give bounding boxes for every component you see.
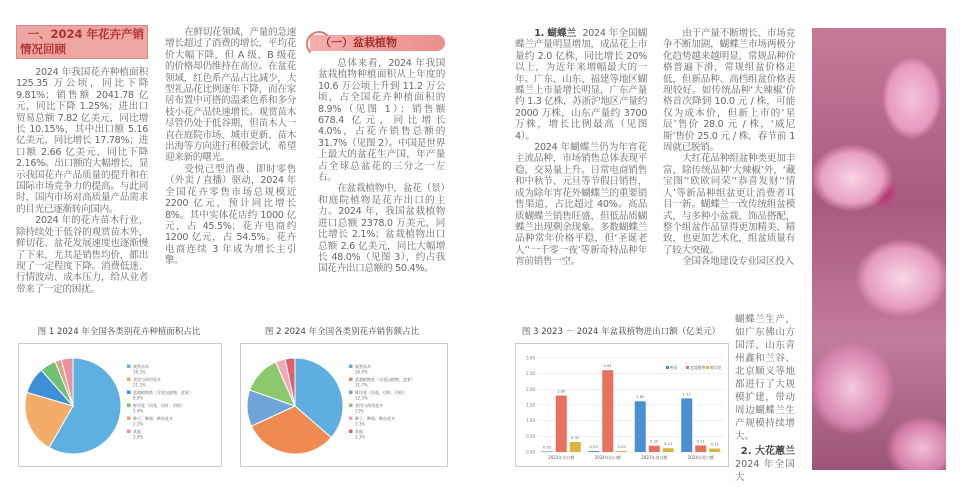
paragraph: 在盆栽植物中，盆花（景）和庭院植物是花卉出口的主力。2024 年，我国盆栽植物进口总额 2378.0 万美元，同比增长 2.1%；盆栽植物出口总额 2.6 亿美元，同比大幅增长 48.0%（见图 3），约占我国花卉出口总额的 50.4%。	[318, 183, 445, 275]
y-tick-label: 0.50	[526, 433, 535, 439]
figure-2-pie-chart	[240, 343, 448, 467]
legend-swatch	[349, 378, 353, 382]
legend-label: 观赏苗木	[133, 364, 149, 369]
legend-swatch	[349, 365, 353, 369]
bar	[635, 401, 646, 452]
bar-value-label: 0.03	[589, 444, 598, 450]
right-column-2-narrow	[735, 313, 795, 484]
legend-label: 食用与药用花卉	[133, 377, 161, 382]
bar-value-label: 0.11	[710, 441, 719, 447]
left-column-1	[16, 25, 148, 295]
bar	[556, 396, 567, 452]
legend-swatch	[706, 366, 709, 369]
legend-value: 58.3%	[133, 369, 146, 375]
paragraph: 2024 年全国大	[735, 459, 795, 483]
orchid-photo	[812, 28, 946, 470]
subsection-heading: （一）盆栽植物	[310, 35, 445, 51]
bar	[602, 370, 613, 452]
bar-value-label: 0.20	[650, 438, 659, 444]
bar-chart-svg	[516, 344, 728, 466]
bar-value-label: 0.21	[696, 438, 705, 444]
figure-3-bar-chart	[515, 343, 729, 467]
x-tick-label: 2024年进口额	[687, 455, 714, 460]
legend-label: 其他	[355, 429, 363, 434]
legend-swatch	[349, 391, 353, 395]
legend-swatch	[127, 404, 131, 408]
paragraph: 在鲜切花领域，产量的急速增长超过了消费的增长，平均花价大幅下降，但 A 级、B 级花的价格却仍维持在高位。在盆花领域，红色系产品占比减少，大型礼品花比例逐年下降，而在家居布置中可搭的温柔色系和多分枝小花产品快速增长。观赏苗木尽管仍处于低谷期，但苗木人一直在庭院市场、城市更新、苗木出海等方向进行积极尝试，希望迎来新的曙光。	[165, 27, 296, 164]
legend-value: 3.9%	[133, 434, 144, 440]
legend-swatch	[349, 430, 353, 434]
legend-label: 食用与药用花卉	[355, 403, 383, 408]
right-column-1	[515, 28, 647, 268]
paragraph-text: 2024 年全国蝴蝶兰产量明显增加，成品花上市量约 2.0 亿株，同比增长 20% 以上，为近年来增幅最大的一年。广东、山东、福建等地区蝴蝶兰上市量增长明显，广东产量约 1.3 亿株，苏浙沪地区产量约 2000 万株，山东产量约 3700 万株，增长比例最高（见图 4）。	[515, 28, 647, 142]
figure-2-title: 图 2 2024 年全国各类别花卉销售额占比	[264, 327, 420, 337]
bar	[570, 442, 581, 452]
y-tick-label: 2.50	[526, 371, 535, 377]
bar	[588, 451, 599, 452]
bar	[695, 445, 706, 452]
legend-label: 种子、种球、种苗花卉	[355, 416, 395, 421]
heading-line: 情况回顾	[20, 42, 66, 56]
paragraph: 2024 年蝴蝶兰仍为年宵花主流品种，市场销售总体表现平稳，交易量上升。日常电商销售和中秋节、元旦等节假日销售，成为除年宵花外蝴蝶兰的重要销售渠道，占比超过 40%。高品质蝴蝶兰销售旺盛，但低品质蝴蝶兰出现剩余现象。多数蝴蝶兰品种常年价格平稳，但‘圣诞老人’‘一千零一夜’等新奇特品种年宵前销售一空。	[515, 142, 647, 268]
x-tick-label: 2023年出口额	[548, 455, 575, 460]
bar-value-label: 0.03	[617, 444, 626, 450]
legend-label: 种苗	[670, 365, 678, 370]
y-tick-label: 1.50	[526, 402, 535, 408]
legend-value: 8.9%	[133, 395, 144, 401]
legend-label: 盆栽植物类（含花坛植物、盆景）	[355, 377, 415, 382]
paragraph	[515, 28, 647, 142]
legend-value: 2.2%	[133, 421, 144, 427]
pie-chart-svg	[19, 344, 221, 466]
legend-swatch	[666, 366, 669, 369]
heading-line: 一、2024 年花卉产销	[27, 27, 144, 41]
bar	[681, 398, 692, 452]
y-tick-label: 0.00	[526, 449, 535, 455]
legend-value: 36.4%	[355, 369, 368, 375]
legend-label: 盆栽植物	[690, 365, 706, 370]
bar-value-label: 0.12	[664, 441, 673, 447]
figure-3-title: 图 3 2023 － 2024 年盆栽植物进出口额（亿美元）	[521, 327, 721, 337]
y-tick-label: 2.00	[526, 386, 535, 392]
legend-value: 5.4%	[133, 408, 144, 414]
bar	[709, 449, 720, 452]
legend-value: 13%	[355, 408, 364, 414]
bar-value-label: 1.80	[557, 388, 566, 394]
legend-value: 12.3%	[355, 395, 368, 401]
legend-label: 其他	[133, 429, 141, 434]
bar	[616, 451, 627, 452]
left-column-3	[318, 27, 445, 275]
bar	[663, 448, 674, 452]
subsection-title: 1. 蝴蝶兰	[534, 28, 577, 39]
legend-label: 鲜切花（切花、切叶、切枝）	[355, 390, 407, 395]
legend-swatch	[127, 378, 131, 382]
paragraph: 大红花品种组盆种类更加丰富，除传统品种‘大辣椒’外，‘藏宝图’‘欧欧同荣’‘恭喜发财’‘情人’等新品种组盆更让消费者耳目一新。蝴蝶兰一改传统组盆模式，与多种小盆栽、饰品搭配，整个组盆作品显得更加精美、精致，也更加艺术化，组盆质量有了较大突破。	[663, 153, 795, 256]
legend-swatch	[127, 430, 131, 434]
y-tick-label: 1.00	[526, 418, 535, 424]
legend-label: 鲜切花	[710, 365, 722, 370]
bar-value-label: 0.02	[543, 444, 552, 450]
x-tick-label: 2023年进口额	[641, 455, 668, 460]
paragraph: 总体来看，2024 年我国盆栽植物种植面积从上年度的 10.6 万公顷上升到 11.2 万公顷，占全国花卉种植面积的 8.9%（见图 1）；销售额 678.4 亿元，同比增长 4.0%，占花卉销售总额的 31.7%（见图 2）。中国是世界上最大的盆花生产国，年产量占全球总盆花的三分之一左右。	[318, 58, 445, 184]
legend-value: 31.7%	[355, 382, 368, 388]
legend-swatch	[349, 404, 353, 408]
paragraph: 全国各地建设专业园区投入	[682, 256, 794, 268]
paragraph: 2024 年的花卉苗木行业，除持续处于低谷的观赏苗木外，鲜切花、盆花发展速度也逐渐慢了下来，尤其是销售均价，都出现了一定程度下降。消费低迷、行情波动、成本压力，给从业者带来了一定的困扰。	[16, 215, 148, 295]
legend-swatch	[127, 391, 131, 395]
legend-swatch	[127, 417, 131, 421]
figure-1-title: 图 1 2024 年全国各类别花卉种植面积占比	[37, 327, 201, 337]
legend-swatch	[127, 365, 131, 369]
bar-value-label: 1.71	[682, 391, 691, 397]
subsection-title: 2. 大花蕙兰	[740, 446, 795, 457]
legend-label: 种子、种球、种苗花卉	[133, 416, 173, 421]
paragraph: 蝴蝶兰生产，如广东佛山方国洋、山东青州鑫和兰谷、北京顺义等地都进行了大规模扩建，带动周边蝴蝶兰生产规模持续增大。	[735, 314, 795, 442]
paragraph: 由于产量不断增长、市场竞争不断加剧，蝴蝶兰市场两极分化趋势越来越明显，常规品种价格普遍下滑，常规组盆价格走低，但新品种、高档组盆价格表现较好。如传统品种‘大辣椒’价格首次降到 10.0 元 / 株，可能仅为成本价，但新上市的‘星辰’售价 28.0 元 / 株，‘威尼斯’售价 25.0 元 / 株，春节前 1 周就已脱销。	[663, 28, 795, 154]
paragraph: 2024 年我国花卉种植面积 125.35 万公顷，同比下降 9.81%；销售额 2041.78 亿元，同比下降 1.25%；进出口贸易总额 7.82 亿美元，同比增长 10.15%，其中出口额 5.16 亿美元，同比增长 17.78%；进口额 2.66 亿美元，同比下降 2.16%。出口额的大幅增长，显示我国花卉产品质量的提升和在国际市场竞争力的提高。与此同时，国内市场对高质量产品需求的目光已逐渐转向国内。	[16, 67, 148, 215]
section-heading	[16, 25, 148, 59]
bar	[542, 451, 553, 452]
figure-1-pie-chart	[18, 343, 222, 467]
paragraph: 受悦己型消费、即时零售（外卖 / 直播）驱动，2024 年全国花卉零售市场总规模近 2200 亿元，预计同比增长 8%。其中实体花店约 1000 亿元，占 45.5%；花卉电商约 1200 亿元，占 54.5%。花卉电商连续 3 年成为增长主引擎。	[165, 163, 296, 267]
pie-chart-svg	[241, 344, 447, 466]
legend-value: 21.3%	[133, 382, 146, 388]
bar-value-label: 2.61	[603, 363, 612, 369]
bar-value-label: 0.32	[571, 434, 580, 440]
y-tick-label: 3.00	[526, 355, 535, 361]
legend-value: 3.3%	[355, 421, 366, 427]
legend-label: 观赏苗木	[355, 364, 371, 369]
legend-value: 3.3%	[355, 434, 366, 440]
bar-value-label: 1.62	[636, 394, 645, 400]
legend-swatch	[349, 417, 353, 421]
legend-label: 盆栽植物类（含花坛植物、盆景）	[133, 390, 193, 395]
bar	[649, 446, 660, 452]
right-column-2	[663, 28, 795, 268]
legend-label: 鲜切花（切花、切叶、切枝）	[133, 403, 185, 408]
left-column-2	[165, 27, 296, 267]
legend-swatch	[686, 366, 689, 369]
x-tick-label: 2024年出口额	[594, 455, 621, 460]
